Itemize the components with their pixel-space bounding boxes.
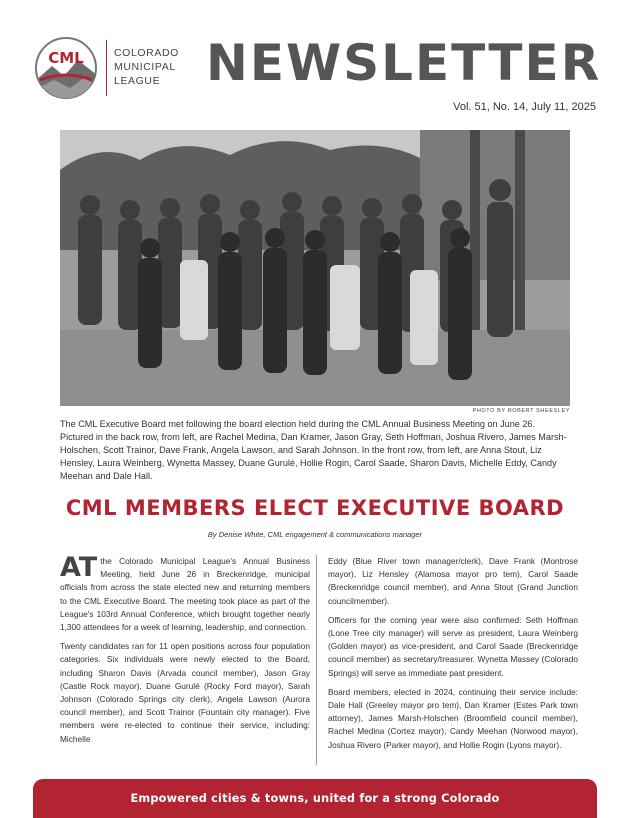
- article-paragraph-3: Eddy (Blue River town manager/clerk), Dave Frank (Montrose mayor), Liz Hensley (Alamosa mayor pro tem), Carol Saade (Breckenridge council member), and Anna Stout (Grand Junction councilmember).: [328, 556, 578, 606]
- article-paragraph-5: Board members, elected in 2024, continuing their service include: Dale Hall (Greeley mayor pro tem), Dan Kramer (Estes Park town attorney), James Marsh-Holschen (Broomfield council member), Rachel Medina (Cortez mayor), Candy Meehan (Norwood mayor), Joshua Rivero (Parker mayor), and Hollie Rogin (Lyons mayor).: [328, 686, 578, 750]
- logo-divider: [106, 40, 107, 96]
- article-paragraph-2: Twenty candidates ran for 11 open positions across four population categories. Six individuals were newly elected to the Board, including Sharon Davis (Arvada council member), Jason Gray (Castle Rock mayor), Duane Gurulé (Rocky Ford mayor), Sarah Johnson (Colorado Springs city clerk), Angela Lawson (Aurora council member), and Scott Trainor (Fountain city manager). Five members were re-elected to continue their service, including: Michelle: [60, 641, 310, 744]
- photo-credit: PHOTO BY ROBERT SHEESLEY: [472, 408, 570, 414]
- article-paragraph: [60, 552, 310, 634]
- drop-cap: AT: [60, 552, 98, 583]
- group-photo-illustration: [60, 130, 570, 406]
- group-photo: [60, 130, 570, 406]
- footer-banner: [33, 779, 597, 818]
- issue-info: Vol. 51, No. 14, July 11, 2025: [453, 101, 596, 113]
- logo-text: CML: [48, 49, 84, 67]
- photo-caption: The CML Executive Board met following the board election held during the CML Annual Business Meeting on June 26. Pictured in the back row, from left, are Rachel Medina, Dan Kramer, Jason Gray, Seth Hoffman, Joshua Rivero, James Marsh-Holschen, Scott Trainor, Dave Frank, Angela Lawson, and Sarah Johnson. In the front row, from left, are Anna Stout, Liz Hensley, Laura Weinberg, Wynetta Massey, Duane Gurulé, Hollie Rogin, Carol Saade, Sharon Davis, Michelle Eddy, Candy Meehan and Dale Hall.: [60, 419, 567, 481]
- column-divider: [316, 555, 317, 765]
- article-column-left: [60, 552, 310, 752]
- footer-tagline: Empowered cities & towns, united for a strong Colorado: [130, 792, 500, 805]
- org-line-2: MUNICIPAL: [114, 61, 176, 73]
- org-line-3: LEAGUE: [114, 75, 161, 87]
- article-paragraph-4: Officers for the coming year were also confirmed: Seth Hoffman (Lone Tree city manager) will serve as president, Laura Weinberg (Golden mayor) as vice-president, and Carol Saade (Breckenridge council member) as secretary/treasurer. Wynetta Massey (Colorado Springs) will serve as immediate past president.: [328, 614, 578, 678]
- cml-logo: [34, 36, 98, 100]
- article-column-right: [328, 555, 578, 758]
- masthead: [0, 0, 630, 120]
- org-line-1: COLORADO: [114, 47, 179, 59]
- article-paragraph-1: the Colorado Municipal League's Annual Business Meeting, held June 26 in Breckenridge, municipal officials from across the state elected new and returning members to the CML Executive Board. The meeting took place as part of the League's 103rd Annual Conference, which brought together nearly 1,300 attendees for a week of learning, leadership, and connection.: [60, 556, 310, 633]
- article-byline: By Denise White, CML engagement & communications manager: [207, 530, 423, 539]
- org-name: [114, 46, 179, 88]
- article-headline: CML MEMBERS ELECT EXECUTIVE BOARD: [65, 496, 565, 520]
- newsletter-title: NEWSLETTER: [206, 34, 602, 92]
